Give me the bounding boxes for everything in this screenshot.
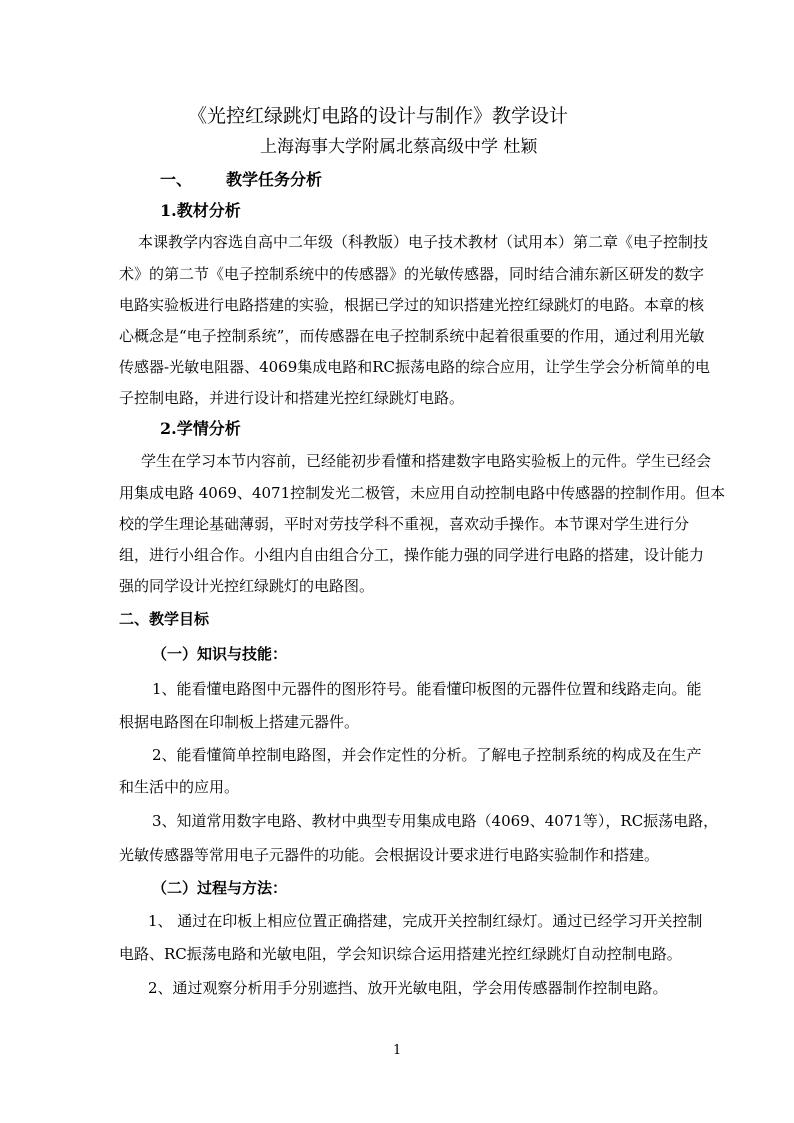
paragraph-line: 组，进行小组合作。小组内自由组合分工，操作能力强的同学进行电路的搭建，设计能力 bbox=[119, 546, 705, 564]
paragraph-line: 电路实验板进行电路搭建的实验，根据已学过的知识搭建光控红绿跳灯的电路。本章的核 bbox=[119, 296, 705, 314]
paragraph-line: 校的学生理论基础薄弱，平时对劳技学科不重视，喜欢动手操作。本节课对学生进行分 bbox=[119, 515, 690, 533]
section-number: 一、 bbox=[160, 170, 193, 189]
section-label: 教学任务分析 bbox=[226, 170, 323, 189]
subheading-knowledge-skills: （一）知识与技能： bbox=[152, 645, 288, 663]
paragraph-line: 本课教学内容选自高中二年级（科教版）电子技术教材（试用本）第二章《电子控制技 bbox=[138, 233, 709, 251]
subheading-students: 2.学情分析 bbox=[160, 419, 241, 438]
paragraph-line: 1、 通过在印板上相应位置正确搭建，完成开关控制红绿灯。通过已经学习开关控制 bbox=[148, 912, 703, 930]
section-heading-task-analysis bbox=[160, 172, 322, 188]
subheading-materials: 1.教材分析 bbox=[160, 201, 241, 220]
paragraph-line: 3、知道常用数字电路、教材中典型专用集成电路（4069、4071等），RC振荡电路， bbox=[152, 812, 719, 830]
section-heading-objectives: 二、教学目标 bbox=[119, 610, 210, 628]
subheading-process-methods: （二）过程与方法： bbox=[152, 879, 288, 897]
paragraph-line: 1、能看懂电路图中元器件的图形符号。能看懂印板图的元器件位置和线路走向。能 bbox=[152, 680, 702, 698]
paragraph-line: 电路、RC振荡电路和光敏电阻，学会知识综合运用搭建光控红绿跳灯自动控制电路。 bbox=[119, 945, 682, 963]
page-number: 1 bbox=[393, 1043, 402, 1058]
paragraph-line: 根据电路图在印制板上搭建元器件。 bbox=[119, 713, 360, 731]
paragraph-line: 光敏传感器等常用电子元器件的功能。会根据设计要求进行电路实验制作和搭建。 bbox=[119, 846, 660, 864]
paragraph-line: 学生在学习本节内容前，已经能初步看懂和搭建数字电路实验板上的元件。学生已经会 bbox=[141, 452, 712, 470]
author-line: 上海海事大学附属北蔡高级中学 杜颖 bbox=[260, 137, 538, 157]
paragraph-line: 和生活中的应用。 bbox=[119, 778, 240, 796]
paragraph-line: 2、通过观察分析用手分别遮挡、放开光敏电阻，学会用传感器制作控制电路。 bbox=[148, 979, 668, 997]
paragraph-line: 强的同学设计光控红绿跳灯的电路图。 bbox=[119, 577, 375, 595]
paragraph-line: 心概念是“电子控制系统”，而传感器在电子控制系统中起着很重要的作用，通过利用光敏 bbox=[119, 327, 705, 345]
paragraph-line: 子控制电路，并进行设计和搭建光控红绿跳灯电路。 bbox=[119, 389, 465, 407]
paragraph-line: 传感器-光敏电阻器、4069集成电路和RC振荡电路的综合应用，让学生学会分析简单的电 bbox=[119, 358, 711, 376]
paragraph-line: 用集成电路 4069、4071控制发光二极管，未应用自动控制电路中传感器的控制作用。但本 bbox=[119, 484, 726, 502]
paragraph-line: 术》的第二节《电子控制系统中的传感器》的光敏传感器，同时结合浦东新区研发的数字 bbox=[119, 265, 705, 283]
paragraph-line: 2、能看懂简单控制电路图，并会作定性的分析。了解电子控制系统的构成及在生产 bbox=[152, 746, 702, 764]
document-title: 《光控红绿跳灯电路的设计与制作》教学设计 bbox=[188, 105, 569, 127]
